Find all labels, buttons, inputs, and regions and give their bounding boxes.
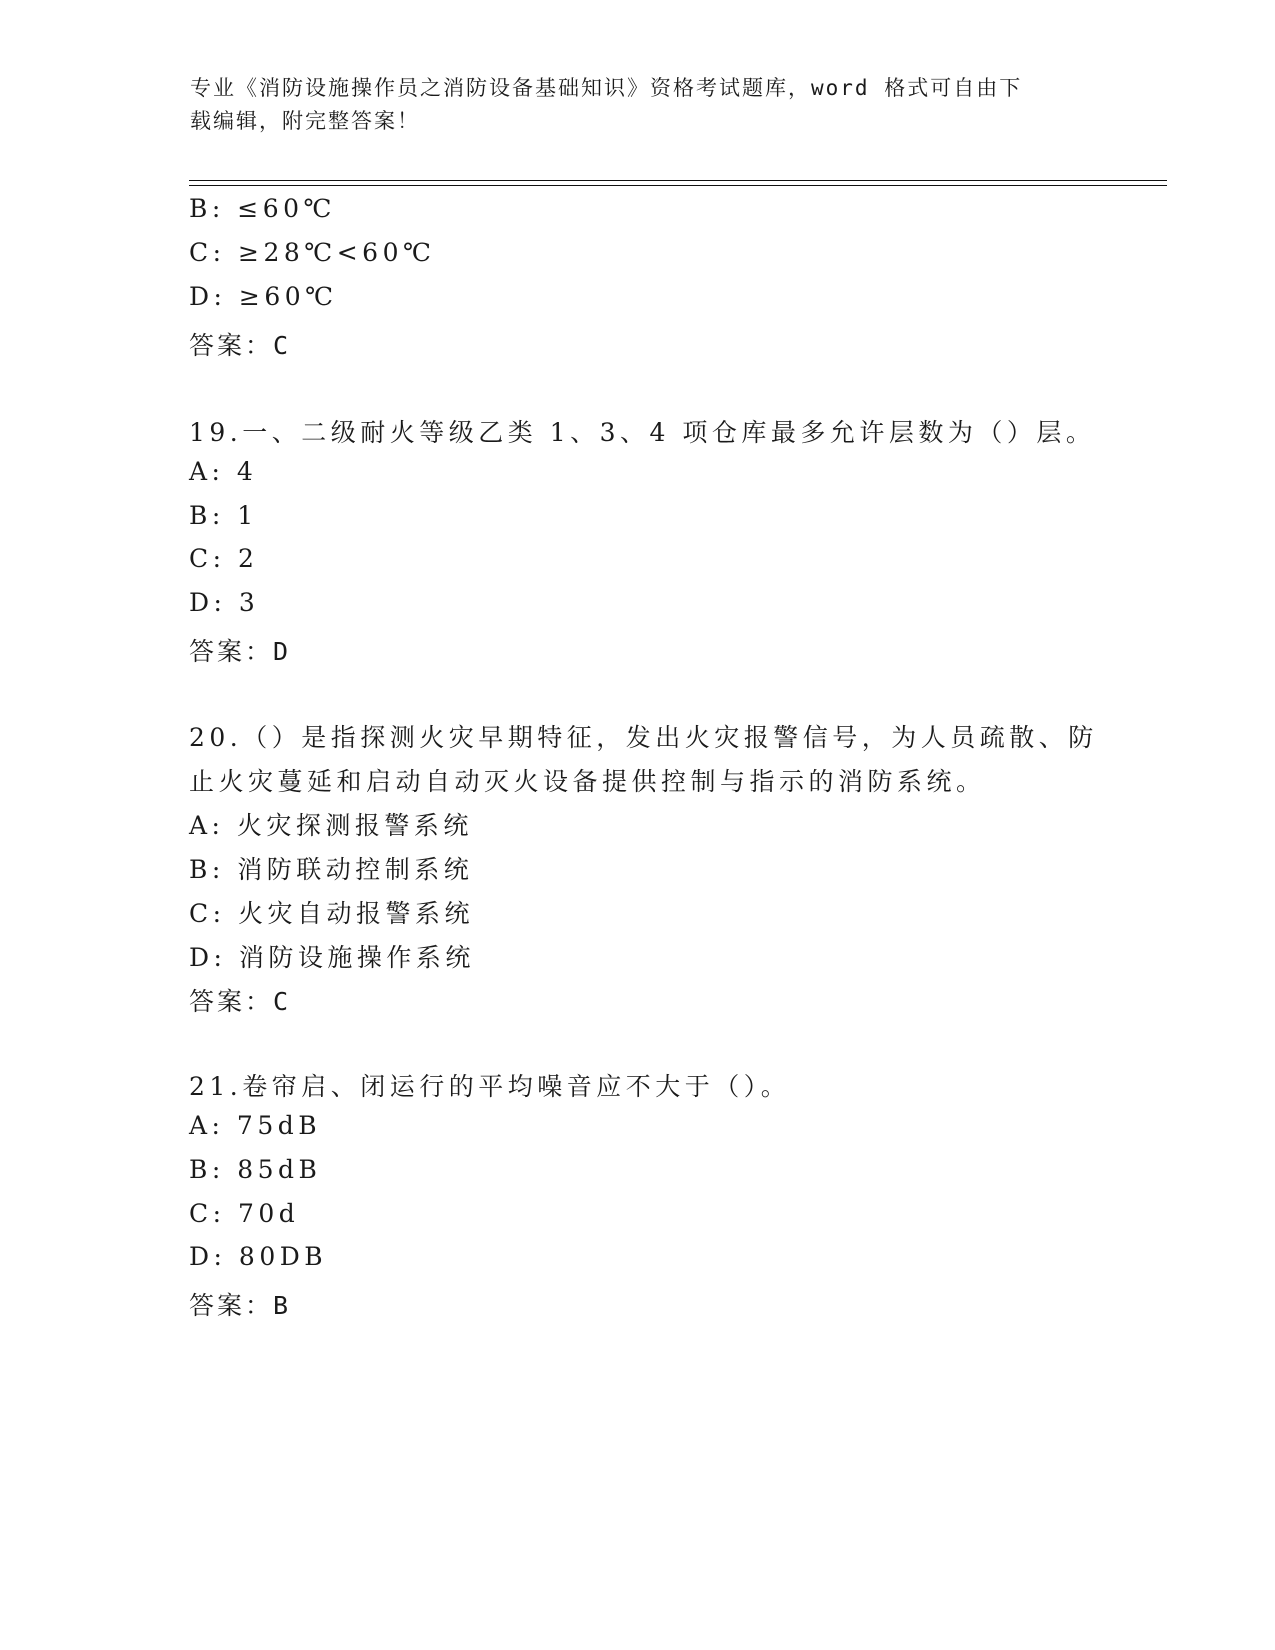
q19-question: 19.一、二级耐火等级乙类 1、3、4 项仓库最多允许层数为（）层。	[189, 418, 1096, 447]
q19-option-c: C: 2	[189, 544, 259, 573]
header-line-2: 载编辑，附完整答案！	[190, 109, 420, 133]
q18-option-d: D: ≥60℃	[189, 282, 338, 311]
header-divider-bottom	[189, 185, 1167, 186]
q20-option-d: D: 消防设施操作系统	[189, 943, 475, 972]
q21-option-a: A: 75dB	[189, 1111, 322, 1140]
q20-answer: 答案：C	[189, 987, 292, 1016]
header-divider-top	[189, 180, 1167, 181]
header-line-1: 专业《消防设施操作员之消防设备基础知识》资格考试题库，word 格式可自由下	[190, 76, 1023, 100]
q21-question: 21.卷帘启、闭运行的平均噪音应不大于（）。	[189, 1072, 791, 1101]
q21-answer: 答案：B	[189, 1291, 292, 1320]
q19-option-d: D: 3	[189, 588, 260, 617]
q20-question-line-2: 止火灾蔓延和启动自动灭火设备提供控制与指示的消防系统。	[189, 767, 986, 796]
q19-answer: 答案：D	[189, 637, 292, 666]
q20-option-c: C: 火灾自动报警系统	[189, 899, 474, 928]
q21-option-c: C: 70d	[189, 1199, 300, 1228]
q18-option-c: C: ≥28℃<60℃	[189, 238, 436, 267]
q20-option-b: B: 消防联动控制系统	[189, 855, 474, 884]
document-header	[190, 72, 1090, 138]
q19-option-a: A: 4	[189, 457, 258, 486]
q18-answer: 答案：C	[189, 331, 292, 360]
q21-option-b: B: 85dB	[189, 1155, 322, 1184]
q19-option-b: B: 1	[189, 501, 258, 530]
q20-question-line-1: 20.（）是指探测火灾早期特征，发出火灾报警信号，为人员疏散、防	[189, 723, 1098, 752]
q21-option-d: D: 80DB	[189, 1242, 328, 1271]
q20-option-a: A: 火灾探测报警系统	[189, 811, 473, 840]
q18-option-b: B: ≤60℃	[189, 194, 336, 223]
